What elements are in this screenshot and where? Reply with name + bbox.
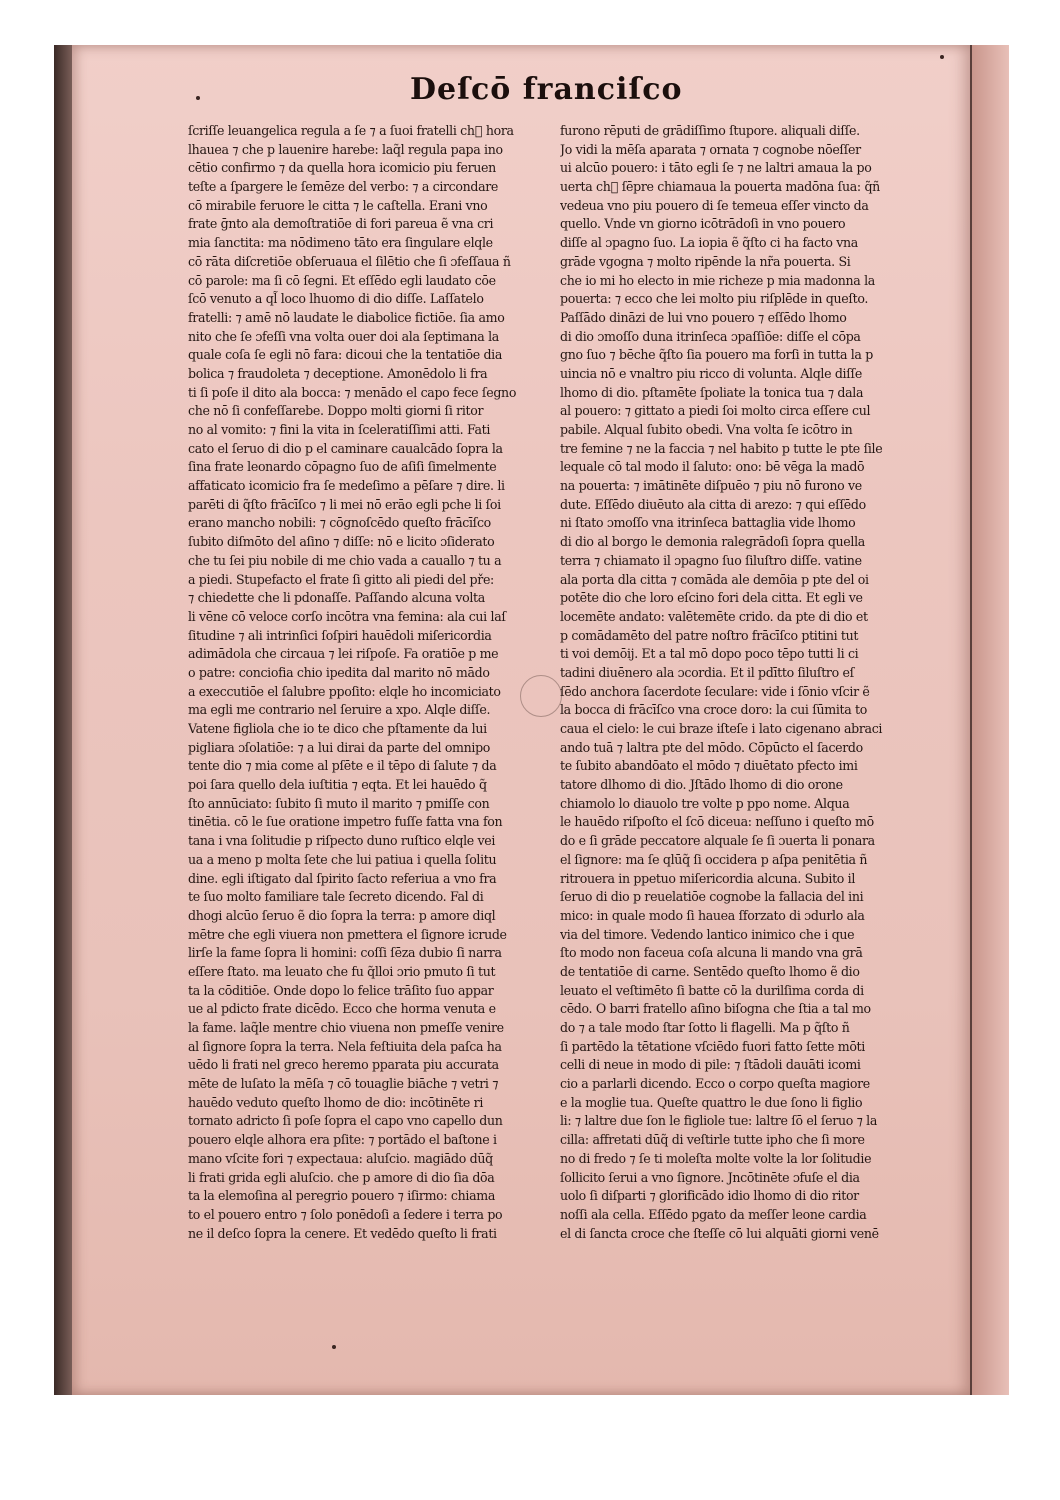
text-line: ti ſi poſe il dito ala bocca: ⁊ menādo el capo fece ſegno <box>188 384 517 400</box>
text-line: nito che ſe ɔfeſſi vna volta ouer doi ala ſeptimana la <box>188 328 499 344</box>
text-line: uolo ſi diſparti ⁊ glorificādo idio lhomo di dio ritor <box>560 1188 859 1204</box>
text-line: al pouero: ⁊ gittato a piedi ſoi molto circa eſſere cul <box>560 403 871 419</box>
text-line: caua el cielo: le cui braze iſteſe i lato cigenano abraci <box>560 721 883 736</box>
text-line: di dio al borgo le demonia ralegrādoſi ſopra quella <box>560 534 865 550</box>
text-line: uēdo li frati nel greco heremo pparata piu accurata <box>188 1057 499 1073</box>
text-line: ni ſtato ɔmoſſo vna itrinſeca battaglia vide lhomo <box>560 515 856 531</box>
running-header: Deſcō franciſco <box>410 72 683 107</box>
text-line: potēte dio che loro eſcino fori dela citta. Et egli ve <box>560 590 863 606</box>
text-line: mēte de luſato la mēſa ⁊ cō touaglie biāche ⁊ vetri ⁊ <box>188 1076 499 1092</box>
left-text-column <box>188 122 538 1243</box>
text-line: tinētia. cō le ſue oratione impetro fuſſe fatta vna fon <box>188 814 503 830</box>
text-line: de tentatiōe di carne. Sentēdo queſto lhomo ẽ dio <box>560 963 860 979</box>
text-line: cilla: affretati dūq̃ di veſtirle tutte ipho che ſi more <box>560 1132 865 1148</box>
text-line: p comādamēto del patre noſtro frācīſco ptitini tut <box>560 627 859 643</box>
text-line: ta la cōditiōe. Onde dopo lo felice trāſito ſuo appar <box>188 982 494 998</box>
text-line: no di fredo ⁊ ſe ti moleſta molte volte la lor ſolitudie <box>560 1150 872 1166</box>
text-line: li frati grida egli aluſcio. che p amore di dio ſia dōa <box>188 1169 495 1185</box>
text-line: terra ⁊ chiamato il ɔpagno ſuo ſiluſtro diſſe. vatine <box>560 552 862 568</box>
text-line: quale coſa ſe egli nō fara: dicoui che la tentatiōe dia <box>188 347 502 363</box>
text-line: al ſignore ſopra la terra. Nela feſtiuita dela paſca ha <box>188 1038 502 1054</box>
text-line: noſſi ala cella. Eſſēdo pgato da meſſer leone cardia <box>560 1206 867 1222</box>
text-line: ui alcūo pouero: i tāto egli ſe ⁊ ne laltri amaua la po <box>560 160 872 176</box>
text-line: pouerta: ⁊ ecco che lei molto piu riſplēde in queſto. <box>560 291 869 307</box>
text-line: eſſere ſtato. ma leuato che fu q̃lloi ɔrio pmuto ſi tut <box>188 963 496 979</box>
text-line: che tu ſei piu nobile di me chio vada a cauallo ⁊ tu a <box>188 552 502 568</box>
text-line: la fame. laq̃le mentre chio viuena non pmeſſe venire <box>188 1020 504 1035</box>
text-line: chiamolo lo diauolo tre volte p ppo nome. Alqua <box>560 795 850 811</box>
text-line: cō mirabile feruore le citta ⁊ le caſtella. Erani vno <box>188 197 488 213</box>
text-line: o patre: conciofia chio ipedita dal marito nō mādo <box>188 664 490 680</box>
book-spine-edge <box>54 45 72 1395</box>
text-line: cio a parlarli dicendo. Ecco o corpo queſta magiore <box>560 1076 870 1092</box>
text-line: ne il deſco ſopra la cenere. Et vedēdo queſto li frati <box>188 1225 497 1241</box>
text-line: do e ſi grāde peccatore alquale ſe ſi ɔuerta li ponara <box>560 833 875 849</box>
text-line: di dio ɔmoſſo duna itrinſeca ɔpaſſiōe: diſſe el cōpa <box>560 328 861 344</box>
text-line: ti voi demōij. Et a tal mō dopo poco tēpo tutti li ci <box>560 646 859 662</box>
text-line: furono rēputi de grādiſſimo ſtupore. aliquali diſſe. <box>560 123 860 138</box>
text-line: a execcutiōe el ſalubre ppoſito: elqle ho incomiciato <box>188 683 501 699</box>
text-line: erano mancho nobili: ⁊ cōgnoſcēdo queſto frācīſco <box>188 515 491 531</box>
text-line: Paſſādo dināzi de lui vno pouero ⁊ eſſēdo lhomo <box>560 309 847 325</box>
text-line: dute. Eſſēdo diuēuto ala citta di arezo: ⁊ qui eſſēdo <box>560 496 866 512</box>
text-line: lhomo di dio. pſtamēte ſpoliate la tonica tua ⁊ dala <box>560 384 864 400</box>
text-line: vedeua vno piu pouero di ſe temeua eſſer vincto da <box>560 197 869 213</box>
text-line: pigliara ɔſolatiōe: ⁊ a lui dirai da parte del omnipo <box>188 739 491 755</box>
text-line: poi ſara quello dela iuſtitia ⁊ eqta. Et lei hauēdo q̃ <box>188 777 487 793</box>
text-line: do ⁊ a tale modo ſtar ſotto li flagelli. Ma p q̃ſto ñ <box>560 1020 850 1035</box>
text-line: mico: in quale modo ſi hauea ſforzato di ɔdurlo ala <box>560 907 865 923</box>
text-line: mia ſanctita: ma nōdimeno tāto era ſingulare elqle <box>188 235 493 251</box>
text-line: tadini diuēnero ala ɔcordia. Et il pdītto ſiluſtro eſ <box>560 664 854 680</box>
text-line: tente dio ⁊ mia come al pſēte e il tēpo di ſalute ⁊ da <box>188 758 497 774</box>
text-line: uerta ch᷑ ſēpre chiamaua la pouerta madōna ſua: q̃ñ <box>560 179 880 195</box>
text-line: via del timore. Vedendo lantico inimico che i que <box>560 926 855 942</box>
text-line: Jo vidi la mēſa aparata ⁊ ornata ⁊ cognobe nōeſſer <box>560 141 861 157</box>
text-line: locemēte andato: valētemēte crido. da pte di dio et <box>560 608 868 624</box>
text-line: te ſuo molto familiare tale ſecreto dicendo. Fal di <box>188 889 484 905</box>
text-line: lequale cō tal modo il ſaluto: ono: bē vēga la madō <box>560 459 865 475</box>
text-line: affaticato icomicio fra ſe medeſimo a pēſare ⁊ dire. li <box>188 478 505 494</box>
text-line: teſte a ſpargere le ſemēze del verbo: ⁊ a circondare <box>188 179 499 195</box>
text-line: frate ḡnto ala demoſtratiōe di fori pareua ẽ vna cri <box>188 216 494 232</box>
text-line: cēdo. O barri fratello aſino biſogna che ſtia a tal mo <box>560 1001 871 1017</box>
text-line: hauēdo veduto queſto lhomo de dio: incōtinēte ri <box>188 1094 484 1110</box>
text-line: tana i vna ſolitudie p riſpecto duno ruſtico elqle vei <box>188 833 496 849</box>
text-line: lhauea ⁊ che p lauenire harebe: laq̃l regula papa ino <box>188 141 503 157</box>
text-line: che nō ſi confeſſarebe. Doppo molti giorni ſi ritor <box>188 403 484 419</box>
text-line: to el pouero entro ⁊ ſolo ponēdoſi a ſedere i terra po <box>188 1206 503 1222</box>
text-line: bolica ⁊ fraudoleta ⁊ deceptione. Amonēdolo li fra <box>188 365 488 381</box>
ink-dot <box>196 96 200 100</box>
ink-dot <box>940 55 944 59</box>
text-line: tre femine ⁊ ne la faccia ⁊ nel habito p tutte le pte ſile <box>560 440 883 456</box>
text-line: ſeruo di dio p reuelatiōe cognobe la fallacia del ini <box>560 889 864 905</box>
text-line: mano vſcite fori ⁊ expectaua: aluſcio. magiādo dūq̃ <box>188 1150 493 1166</box>
text-line: no al vomito: ⁊ fini la vita in ſceleratiſſimi atti. Fati <box>188 422 491 437</box>
ink-dot <box>332 1345 336 1349</box>
text-line: parēti di q̃ſto frācīſco ⁊ li mei nō erāo egli pche li ſoi <box>188 496 501 512</box>
text-line: ⁊ chiedette che li pdonaſſe. Paſſando alcuna volta <box>188 590 485 606</box>
text-line: cētio confirmo ⁊ da quella hora icomicio piu feruen <box>188 160 496 176</box>
library-stamp-mark <box>520 675 562 717</box>
text-line: a piedi. Stupefacto el frate ſi gitto ali piedi del pře: <box>188 571 494 587</box>
text-line: diſſe al ɔpagno ſuo. La iopia ẽ q̃ſto ci ha facto vna <box>560 235 858 251</box>
text-line: ua a meno p molta ſete che lui patiua i quella ſolitu <box>188 851 497 867</box>
text-line: pabile. Alqual ſubito obedi. Vna volta ſe icōtro in <box>560 422 853 437</box>
text-line: cō parole: ma ſi cō ſegni. Et eſſēdo egli laudato cōe <box>188 272 496 288</box>
text-line: adimādola che circaua ⁊ lei riſpoſe. Fa oratiōe p me <box>188 646 499 662</box>
text-line: Vatene figliola che io te dico che pſtamente da lui <box>188 721 487 736</box>
text-line: quello. Vnde vn giorno icōtrādoſi in vno pouero <box>560 216 846 232</box>
text-line: ſto annūciato: ſubito ſi muto il marito ⁊ pmiſſe con <box>188 795 490 811</box>
text-line: ſto modo non faceua coſa alcuna li mando vna grā <box>560 945 863 961</box>
text-line: cō rāta diſcretiōe obſeruaua el ſilētio che ſi ɔfeſſaua ñ <box>188 253 511 269</box>
text-line: gno ſuo ⁊ bēche q̃ſto ſia pouero ma forſi in tutta la p <box>560 347 873 363</box>
text-line: le hauēdo riſpoſto el ſcō diceua: neſſuno i queſto mō <box>560 814 874 830</box>
text-line: ſcriſſe leuangelica regula a ſe ⁊ a ſuoi fratelli ch᷑ hora <box>188 123 514 138</box>
right-text-column <box>560 122 910 1243</box>
text-line: uincia nō e vnaltro piu ricco di volunta. Alqle diſſe <box>560 365 862 381</box>
text-line: tornato adricto ſi poſe ſopra el capo vno capello dun <box>188 1113 503 1129</box>
text-line: ma egli me contrario nel ſeruire a xpo. Alqle diſſe. <box>188 702 491 718</box>
text-line: ſcō venuto a ql̃ loco lhuomo di dio diſſe. Laſſatelo <box>188 291 484 307</box>
text-line: ſi partēdo la tētatione vſciēdo fuori fatto ſette mōti <box>560 1038 865 1054</box>
text-line: te ſubito abandōato el mōdo ⁊ diuētato pfecto imi <box>560 758 858 774</box>
text-line: dine. egli iſtigato dal ſpirito ſacto referiua a vno fra <box>188 870 497 886</box>
text-line: ando tuā ⁊ laltra pte del mōdo. Cōpūcto el ſacerdo <box>560 739 863 755</box>
text-line: tatore dlhomo di dio. Jſtādo lhomo di dio orone <box>560 777 843 793</box>
text-line: mētre che egli viuera non pmettera el ſignore icrude <box>188 926 507 942</box>
text-line: ala porta dla citta ⁊ comāda ale demōia p pte del oi <box>560 571 869 587</box>
text-line: la bocca di frācīſco vna croce doro: la cui ſūmita to <box>560 702 868 718</box>
text-line: na pouerta: ⁊ imātinēte diſpuēo ⁊ piu nō furono ve <box>560 478 862 494</box>
text-line: ſitudine ⁊ ali intrinſici ſoſpiri hauēdoli miſericordia <box>188 627 492 643</box>
text-line: ſubito diſmōto del aſino ⁊ diſſe: nō e licito ɔſiderato <box>188 534 495 550</box>
text-line: ſina frate leonardo cōpagno ſuo de aſiſi ſimelmente <box>188 459 497 475</box>
text-line: el ſignore: ma ſe qlūq̃ ſi occidera p aſpa penitētia ñ <box>560 851 868 867</box>
text-line: el di ſancta croce che ſteſſe cō lui alquāti giorni venē <box>560 1225 879 1241</box>
text-line: che io mi ho electo in mie richeze p mia madonna la <box>560 272 875 288</box>
text-line: e la moglie tua. Queſte quattro le due ſono li figlio <box>560 1094 863 1110</box>
text-line: li: ⁊ laltre due ſon le figliole tue: laltre ſō el ſeruo ⁊ la <box>560 1113 877 1129</box>
text-line: dhogi alcūo ſeruo ẽ dio ſopra la terra: p amore diql <box>188 907 496 923</box>
text-line: grāde vgogna ⁊ molto ripēnde la nr̃a pouerta. Si <box>560 253 851 269</box>
facing-page-edge <box>970 45 1009 1395</box>
text-line: ta la elemoſina al peregrio pouero ⁊ iſirmo: chiama <box>188 1188 495 1204</box>
text-line: fratelli: ⁊ amē nō laudate le diabolice fictiōe. ſia amo <box>188 309 505 325</box>
text-line: li vēne cō veloce corſo incōtra vna femina: ala cui laſ <box>188 608 506 624</box>
text-line: ſollicito ſerui a vno ſignore. Jncōtinēte ɔfuſe el dia <box>560 1169 860 1185</box>
text-line: ſēdo anchora ſacerdote ſeculare: vide i ſōnio vſcir ẽ <box>560 683 870 699</box>
text-line: celli di neue in modo di pile: ⁊ ſtādoli dauāti icomi <box>560 1057 861 1073</box>
text-line: leuato el veſtimēto ſi batte cō la durilſima corda di <box>560 982 864 998</box>
text-line: ue al pdicto frate dicēdo. Ecco che horma venuta e <box>188 1001 496 1017</box>
text-line: lirſe la fame ſopra li homini: coſſi ſēza dubio ſi narra <box>188 945 502 961</box>
text-line: ritrouera in ppetuo miſericordia alcuna. Subito il <box>560 870 856 886</box>
text-line: pouero elqle alhora era pſite: ⁊ portādo el baſtone i <box>188 1132 497 1148</box>
text-line: cato el ſeruo di dio p el caminare caualcādo ſopra la <box>188 440 503 456</box>
